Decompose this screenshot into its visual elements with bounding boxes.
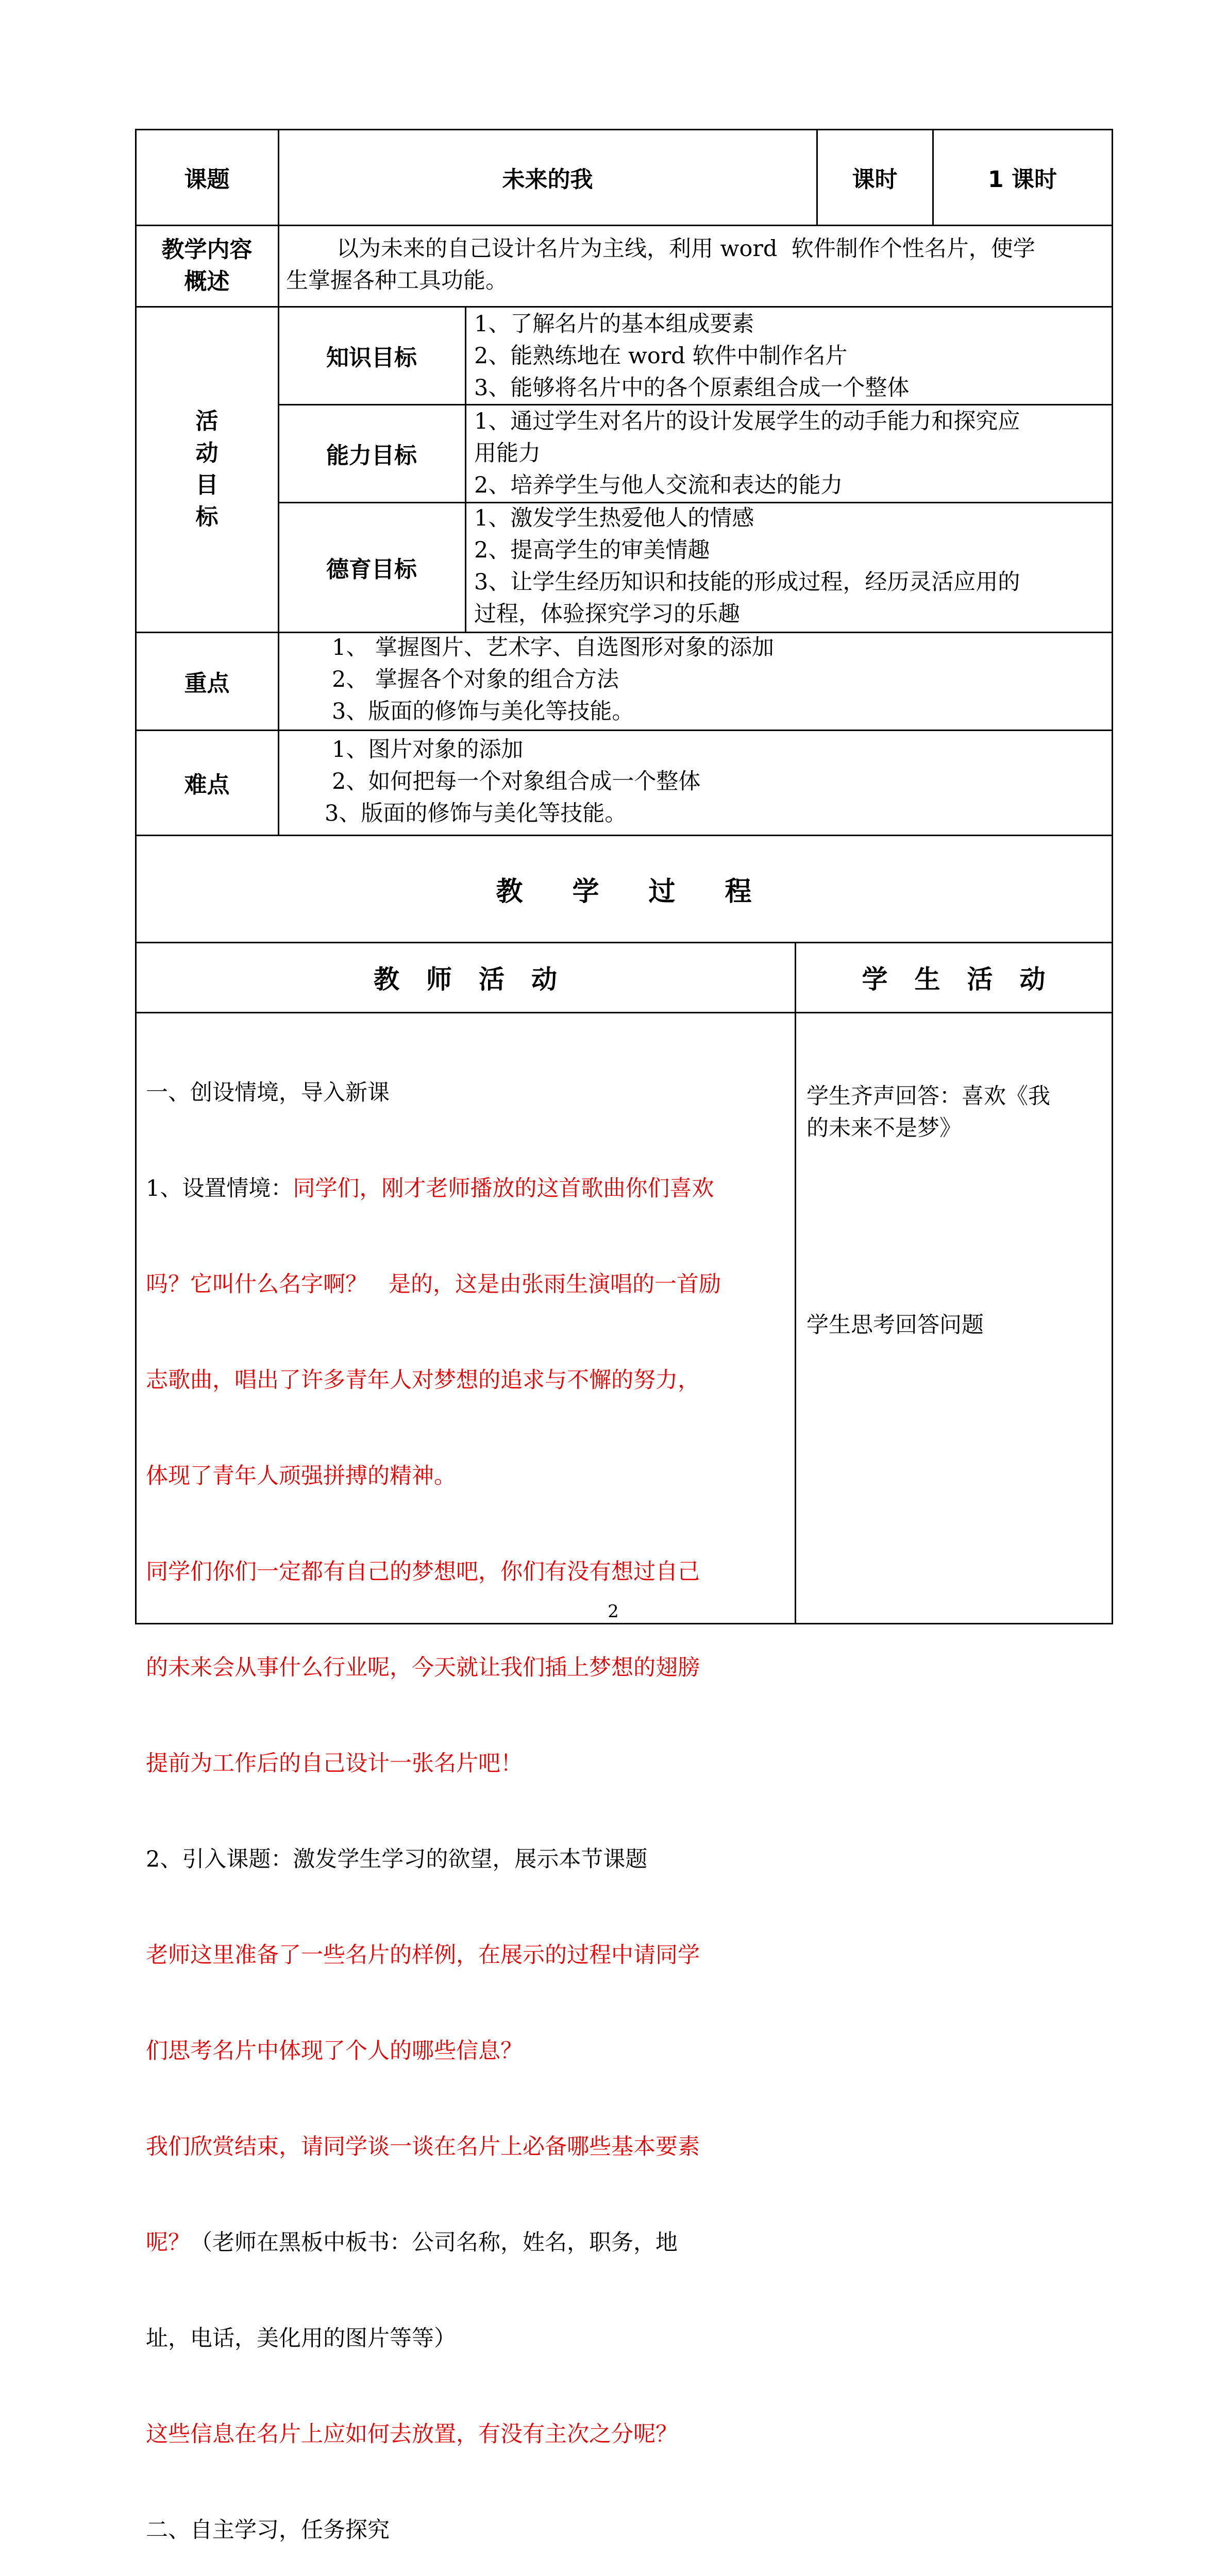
rule-after-ability [278, 502, 1113, 503]
teacher-line-7: 的未来会从事什么行业呢，今天就让我们插上梦想的翅膀 [146, 1655, 700, 1681]
teacher-line-11: 们思考名片中体现了个人的哪些信息？ [146, 2038, 523, 2064]
difficulty-1: 1、图片对象的添加 [332, 737, 524, 762]
student-header-char-4: 动 [1019, 964, 1046, 994]
teacher-line-5: 体现了青年人顽强拼搏的精神。 [146, 1463, 456, 1489]
teacher-line-10: 老师这里准备了一些名片的样例，在展示的过程中请同学 [146, 1942, 700, 1968]
teacher-line-13-text: （老师在黑板中板书：公司名称，姓名，职务，地 [190, 2230, 678, 2256]
ability-goal-label: 能力目标 [326, 443, 417, 469]
page-number: 2 [608, 1601, 619, 1622]
col-before-period [816, 129, 818, 226]
difficulty-3: 3、版面的修饰与美化等技能。 [325, 801, 627, 826]
knowledge-line-3: 3、能够将名片中的各个原素组合成一个整体 [474, 375, 910, 401]
period-label: 课时 [852, 166, 898, 193]
moral-goal-label: 德育目标 [326, 556, 417, 583]
key-point-2: 2、 掌握各个对象的组合方法 [332, 667, 619, 692]
moral-line-4: 过程，体验探究学习的乐趣 [474, 601, 740, 627]
teacher-line-13-prefix: 呢？ [146, 2230, 190, 2256]
difficulties-label: 难点 [184, 772, 230, 798]
key-point-1: 1、 掌握图片、艺术字、自选图形对象的添加 [332, 635, 775, 660]
table-border-bottom [135, 1623, 1113, 1624]
goals-char-3: 目 [195, 472, 218, 498]
goals-char-4: 标 [195, 504, 218, 530]
topic-value: 未来的我 [502, 166, 593, 193]
teacher-line-8: 提前为工作后的自己设计一张名片吧！ [146, 1751, 523, 1776]
teacher-line-2 [146, 1173, 793, 1205]
teacher-line-3: 吗？它叫什么名字啊？ 是的，这是由张雨生演唱的一首励 [146, 1272, 721, 1297]
goals-label [136, 307, 278, 632]
table-border-left [135, 129, 137, 1624]
student-answer-1 [806, 1080, 1105, 1147]
overview-label-line2: 概述 [184, 268, 230, 295]
student-answer-1-line2: 的未来不是梦》 [806, 1115, 962, 1141]
teacher-activity-content [146, 1013, 793, 2543]
col-goal-sublabel [465, 306, 466, 633]
teacher-line-4: 志歌曲，唱出了许多青年人对梦想的追求与不懈的努力， [146, 1367, 700, 1393]
ability-line-3: 2、培养学生与他人交流和表达的能力 [474, 472, 843, 498]
teacher-line-13 [146, 2227, 793, 2259]
teacher-line-1: 一、创设情境，导入新课 [146, 1080, 390, 1106]
table-border-top [135, 129, 1113, 130]
moral-goal-text [474, 502, 1108, 631]
teacher-activity-header [136, 942, 795, 1012]
col-after-label [278, 129, 279, 836]
student-answer-2: 学生思考回答问题 [806, 1312, 984, 1338]
moral-line-3: 3、让学生经历知识和技能的形成过程，经历灵活应用的 [474, 569, 1020, 595]
rule-after-topic [135, 225, 1113, 226]
knowledge-goal-text [474, 308, 1108, 404]
moral-line-1: 1、激发学生热爱他人的情感 [474, 505, 754, 531]
process-title [136, 835, 1112, 942]
process-title-char-2: 学 [572, 876, 599, 907]
teacher-header-char-2: 师 [426, 964, 452, 994]
ability-line-1: 1、通过学生对名片的设计发展学生的动手能力和探究应 [474, 409, 1020, 434]
student-answer-1-line1: 学生齐声回答：喜欢《我 [806, 1083, 1050, 1109]
process-title-char-4: 程 [725, 876, 752, 907]
rule-after-goals [135, 632, 1113, 633]
ability-line-2: 用能力 [474, 440, 541, 466]
difficulties-text [325, 734, 1098, 832]
student-header-char-1: 学 [862, 964, 888, 994]
difficulty-2: 2、如何把每一个对象组合成一个整体 [332, 769, 701, 794]
teacher-line-6: 同学们你们一定都有自己的梦想吧，你们有没有想过自己 [146, 1559, 700, 1585]
process-title-char-3: 过 [648, 876, 676, 907]
key-point-3: 3、版面的修饰与美化等技能。 [332, 699, 634, 724]
overview-line2: 生掌握各种工具功能。 [286, 268, 508, 294]
teacher-line-14: 址，电话，美化用的图片等等） [146, 2326, 456, 2351]
col-before-period-value [932, 129, 934, 226]
student-activity-header [795, 942, 1112, 1012]
moral-line-2: 2、提高学生的审美情趣 [474, 537, 710, 563]
teacher-line-15: 这些信息在名片上应如何去放置，有没有主次之分呢？ [146, 2421, 678, 2447]
rule-after-keypoints [135, 730, 1113, 731]
student-header-char-3: 活 [967, 964, 993, 994]
overview-text [286, 233, 1111, 305]
rule-after-activity-header [135, 1012, 1113, 1013]
teacher-line-9: 2、引入课题：激发学生学习的欲望，展示本节课题 [146, 1846, 648, 1872]
rule-after-process-title [135, 942, 1113, 943]
knowledge-line-1: 1、了解名片的基本组成要素 [474, 311, 754, 337]
teacher-header-char-3: 活 [479, 964, 505, 994]
rule-after-knowledge [278, 404, 1113, 405]
overview-label-line1: 教学内容 [161, 236, 253, 263]
table-border-right [1112, 129, 1113, 1624]
teacher-header-char-1: 教 [374, 964, 399, 994]
teacher-header-char-4: 动 [531, 964, 557, 994]
col-teacher-student [795, 942, 796, 1624]
student-header-char-2: 生 [914, 964, 940, 994]
process-title-char-1: 教 [496, 876, 523, 907]
period-value: 1 课时 [988, 166, 1057, 193]
overview-line1: 以为未来的自己设计名片为主线，利用 word 软件制作个性名片，使学 [337, 236, 1035, 262]
teacher-line-2-text: 同学们，刚才老师播放的这首歌曲你们喜欢 [293, 1176, 714, 1201]
ability-goal-text [474, 405, 1108, 501]
knowledge-line-2: 2、能熟练地在 word 软件中制作名片 [474, 343, 848, 369]
rule-after-overview [135, 306, 1113, 308]
knowledge-goal-label: 知识目标 [326, 345, 417, 371]
teacher-line-12: 我们欣赏结束，请同学谈一谈在名片上必备哪些基本要素 [146, 2134, 700, 2160]
key-points-text [330, 632, 1103, 730]
rule-after-difficulties [135, 835, 1113, 836]
topic-label: 课题 [184, 166, 230, 193]
teacher-line-16: 二、自主学习，任务探究 [146, 2517, 390, 2543]
key-points-label: 重点 [184, 670, 230, 697]
goals-char-2: 动 [195, 440, 218, 466]
teacher-line-2-prefix: 1、设置情境： [146, 1176, 293, 1201]
overview-label [136, 225, 278, 307]
goals-char-1: 活 [195, 408, 218, 434]
